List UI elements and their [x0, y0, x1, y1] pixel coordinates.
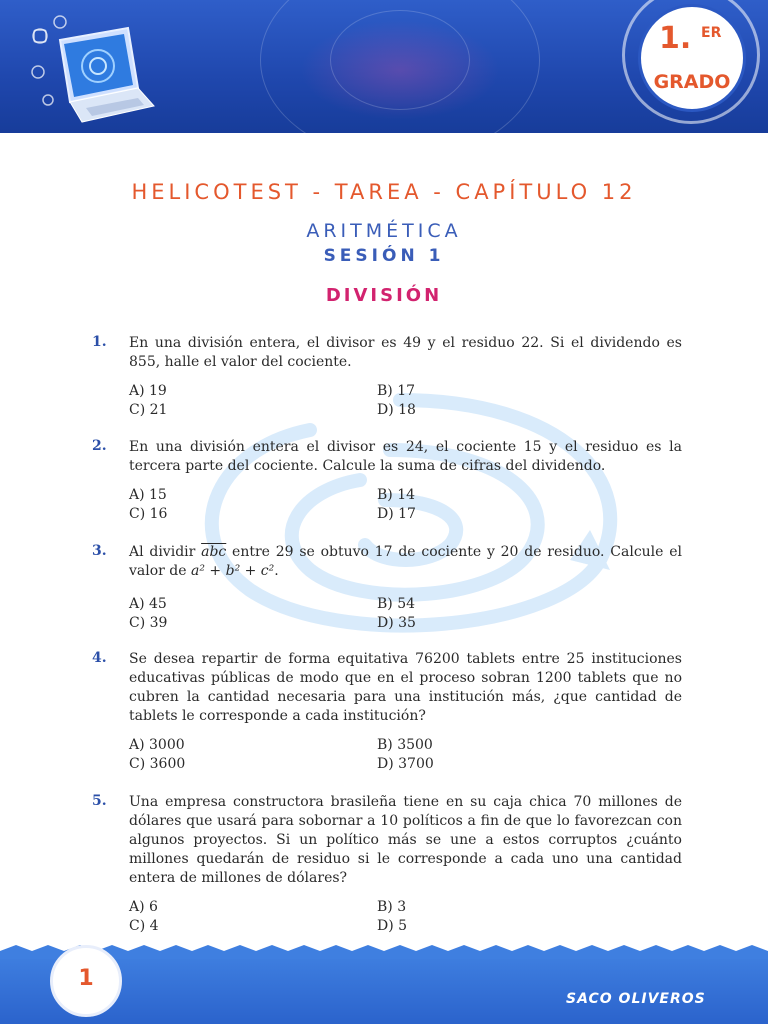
- option-a[interactable]: A) 6: [129, 899, 158, 915]
- option-b[interactable]: B) 3500: [377, 737, 433, 753]
- question-text: Se desea repartir de forma equitativa 76200 tablets entre 25 instituciones educativas públicas de modo que en el proceso sobran 1200 tablets que no cubren la cantidad necesaria para una institución más, ¿que cantidad de tablets le corresponde a cada institución?: [129, 651, 682, 724]
- option-a[interactable]: A) 3000: [129, 737, 185, 753]
- option-d[interactable]: D) 18: [377, 402, 416, 418]
- question-number: 1.: [92, 334, 107, 350]
- question-number: 3.: [92, 543, 107, 559]
- brand-logo: SACO OLIVEROS: [566, 991, 706, 1007]
- subject-title: ARITMÉTICA: [306, 220, 462, 242]
- banner-decor-circle: [330, 10, 470, 110]
- footer-band: [0, 955, 768, 1024]
- question-3: [92, 543, 682, 635]
- answer-options: [129, 736, 682, 776]
- question-text: Una empresa constructora brasileña tiene en su caja chica 70 millones de dólares que usará para sobornar a 10 políticos a fin de que lo favorezcan con algunos proyectos. Si un político más se une a estos corruptos ¿cuánto millones quedarán de residuo si le corresponde a cada uno una cantidad entera de millones de dólares?: [129, 794, 682, 886]
- option-b[interactable]: B) 3: [377, 899, 407, 915]
- option-d[interactable]: D) 35: [377, 615, 416, 631]
- answer-options: [129, 595, 682, 635]
- option-c[interactable]: C) 39: [129, 615, 168, 631]
- option-c[interactable]: C) 4: [129, 918, 159, 934]
- overline-number: $\overline{abc}$: [201, 544, 227, 560]
- option-b[interactable]: B) 14: [377, 487, 416, 503]
- grade-suffix: ER: [701, 25, 722, 41]
- question-number: 2.: [92, 438, 107, 454]
- question-text-start: Al dividir: [129, 544, 202, 560]
- option-c[interactable]: C) 16: [129, 506, 168, 522]
- topic-title: DIVISIÓN: [325, 285, 443, 306]
- question-text-end: .: [274, 563, 279, 579]
- question-2: [92, 438, 682, 526]
- option-c[interactable]: C) 21: [129, 402, 168, 418]
- answer-options: [129, 382, 682, 422]
- question-number: 5.: [92, 793, 107, 809]
- question-number: 4.: [92, 650, 107, 666]
- session-title: SESIÓN 1: [323, 246, 445, 266]
- option-c[interactable]: C) 3600: [129, 756, 186, 772]
- option-b[interactable]: B) 54: [377, 596, 416, 612]
- grade-badge: [638, 4, 746, 112]
- answer-options: [129, 486, 682, 526]
- answer-options: [129, 898, 682, 938]
- question-text: En una división entera, el divisor es 49 y el residuo 22. Si el dividendo es 855, halle el valor del cociente.: [129, 335, 682, 370]
- option-a[interactable]: A) 45: [129, 596, 167, 612]
- question-text-middle: entre 29 se obtuvo 17 de cociente y 20 de residuo. Calcule el valor de: [129, 544, 682, 579]
- laptop-icon: [20, 8, 160, 126]
- math-expression: a² + b² + c²: [191, 563, 275, 579]
- grade-label: GRADO: [653, 71, 731, 93]
- question-4: [92, 650, 682, 776]
- question-text: En una división entera el divisor es 24, el cociente 15 y el residuo es la tercera parte del cociente. Calcule la suma de cifras del dividendo.: [129, 439, 682, 474]
- option-b[interactable]: B) 17: [377, 383, 416, 399]
- option-a[interactable]: A) 15: [129, 487, 167, 503]
- footer-wave: [0, 945, 768, 959]
- option-a[interactable]: A) 19: [129, 383, 167, 399]
- question-1: [92, 334, 682, 422]
- question-text: [129, 543, 682, 581]
- question-5: [92, 793, 682, 938]
- header-banner: [0, 0, 768, 133]
- page-number: 1: [78, 966, 94, 991]
- option-d[interactable]: D) 3700: [377, 756, 434, 772]
- page-title: HELICOTEST - TAREA - CAPÍTULO 12: [131, 180, 637, 204]
- option-d[interactable]: D) 17: [377, 506, 416, 522]
- page-number-badge: [50, 945, 122, 1017]
- option-d[interactable]: D) 5: [377, 918, 408, 934]
- grade-number: 1.: [659, 21, 692, 56]
